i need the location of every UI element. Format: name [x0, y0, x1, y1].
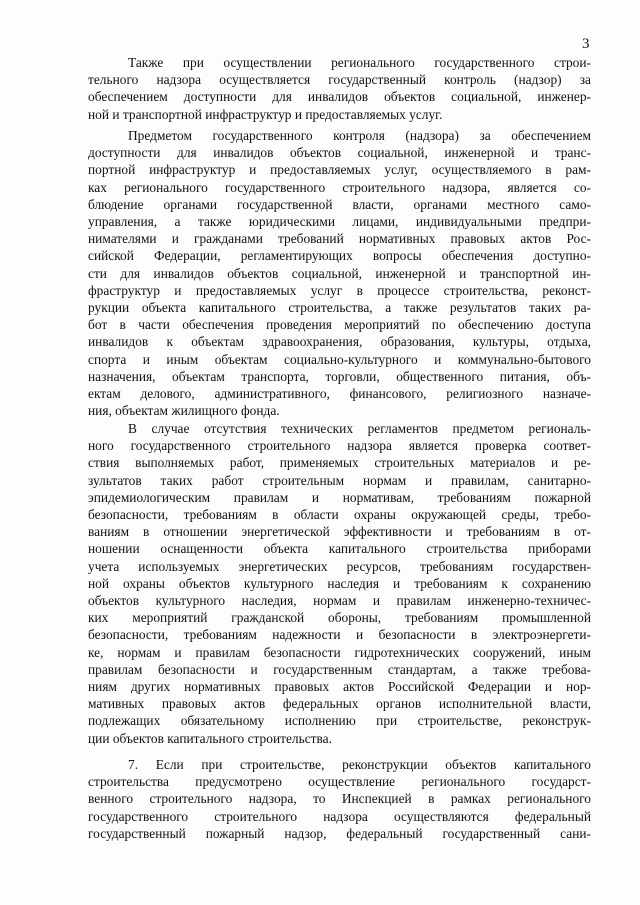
paragraph-item-7: [88, 756, 591, 842]
paragraph-3: [88, 420, 591, 747]
text-line: спорта и иным объектам социально-культурного и коммунально-бытового: [88, 351, 591, 367]
text-line: фраструктур и предоставляемых услуг в процессе строительства, реконст-: [88, 282, 591, 298]
text-line: зультатов таких работ строительным нормам и правилам, санитарно-: [88, 472, 591, 488]
text-line: нимателями и гражданами требований нормативных правовых актов Рос-: [88, 231, 591, 247]
text-line: ектам делового, административного, финансового, религиозного назначе-: [88, 386, 591, 402]
text-line: строительства предусмотрено осуществление регионального государст-: [88, 774, 591, 790]
text-line: Также при осуществлении регионального государственного строи-: [128, 55, 591, 70]
text-line: ких мероприятий гражданской обороны, требованиям промышленной: [88, 610, 591, 626]
text-line: ношении оснащенности объекта капитального строительства приборами: [88, 541, 591, 557]
text-line: сти для инвалидов объектов социальной, инженерной и транспортной ин-: [88, 265, 591, 281]
text-line: рукции объекта капитального строительства, а также результатов таких ра-: [88, 300, 591, 316]
text-line: управления, а также юридическими лицами, индивидуальными предпри-: [88, 214, 591, 230]
text-line: ного государственного строительного надзора является проверка соответ-: [88, 438, 591, 454]
text-line: эпидемиологическим правилам и нормативам, требованиям пожарной: [88, 489, 591, 505]
text-line: В случае отсутствия технических регламентов предметом региональ-: [128, 421, 591, 436]
text-line: объектов культурного наследия, нормам и правилам инженерно-техничес-: [88, 593, 591, 609]
text-line: сийской Федерации, регламентирующих вопросы обеспечения доступно-: [88, 248, 591, 264]
text-line: Предметом государственного контроля (надзора) за обеспечением: [128, 128, 591, 143]
text-line: ной охраны объектов культурного наследия и требованиям к сохранению: [88, 575, 591, 591]
text-line: обеспечением доступности для инвалидов объектов социальной, инженер-: [88, 89, 591, 105]
page-number: 3: [582, 36, 590, 52]
text-line: доступности для инвалидов объектов социальной, инженерной и транс-: [88, 145, 591, 161]
text-line: правилам безопасности и государственным стандартам, а также требова-: [88, 661, 591, 677]
text-line: ной и транспортной инфраструктур и предоставляемых услуг.: [88, 106, 443, 122]
text-line: портной инфраструктур и предоставляемых услуг, осуществляемого в рам-: [88, 162, 591, 178]
text-line: ке, нормам и правилам безопасности гидротехнических сооружений, иным: [88, 644, 591, 660]
text-line: ния, объектам жилищного фонда.: [88, 403, 280, 419]
text-line: подлежащих обязательному исполнению при строительстве, реконструк-: [88, 713, 591, 729]
text-line: венного строительного надзора, то Инспекцией в рамках регионального: [88, 791, 591, 807]
text-line: государственный пожарный надзор, федеральный государственный сани-: [88, 825, 591, 841]
paragraph-1: [88, 54, 591, 123]
text-line: бот в части обеспечения проведения мероприятий по обеспечению доступа: [88, 317, 591, 333]
text-line: мативных правовых актов федеральных органов исполнительной власти,: [88, 696, 591, 712]
text-line: ниям других нормативных правовых актов Российской Федерации и нор-: [88, 679, 591, 695]
text-line: инвалидов к объектам здравоохранения, образования, культуры, отдыха,: [88, 334, 591, 350]
text-line: ствия выполняемых работ, применяемых строительных материалов и ре-: [88, 455, 591, 471]
text-line: тельного надзора осуществляется государственный контроль (надзор) за: [88, 72, 591, 88]
text-line: 7. Если при строительстве, реконструкции объектов капитального: [128, 757, 591, 772]
text-line: безопасности, требованиям в области охраны окружающей среды, требо-: [88, 507, 591, 523]
text-line: блюдение органами государственной власти, органами местного само-: [88, 196, 591, 212]
text-line: ках регионального государственного строительного надзора, является со-: [88, 179, 591, 195]
text-line: ции объектов капитального строительства.: [88, 730, 332, 746]
text-line: государственного строительного надзора осуществляются федеральный: [88, 808, 591, 824]
text-line: учета используемых энергетических ресурсов, требованиям государствен-: [88, 558, 591, 574]
text-line: назначения, объектам транспорта, торговли, общественного питания, объ-: [88, 368, 591, 384]
paragraph-2: [88, 127, 591, 419]
text-line: безопасности, требованиям надежности и безопасности в электроэнергети-: [88, 627, 591, 643]
text-line: ваниям в отношении энергетической эффективности и требованиям в от-: [88, 524, 591, 540]
